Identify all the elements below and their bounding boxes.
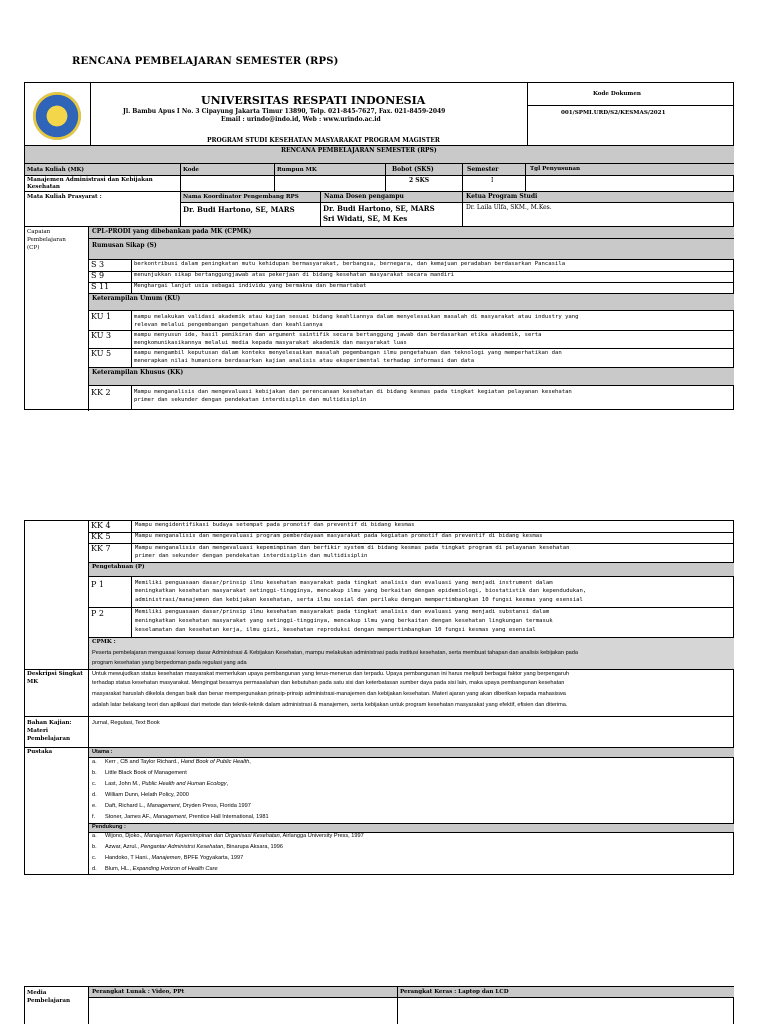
pustaka-utama-header: Utama : (92, 749, 113, 755)
cpmk-text: Peserta pembelajaran menguasai konsep dasar Administrasi & Kebijakan Kesehatan, mampu melakukan administrasi pada institusi kesehatan, serta membuat tahapan dan analisis kebijakan pada (92, 650, 579, 656)
deskripsi-text: adalah latar belakang teori dan aplikasi dari metode dan teknik-teknik dalam administrasi & manajemen, serta kebijakan untuk program kesehatan masyarakat yang efektif, efisien dan diterima. (92, 702, 568, 708)
reference-letter: c. (92, 781, 97, 787)
p-text-cont: meningkatkan kesehatan masyarakat setinggi-tingginya, mencakup ilmu yang berkaitan dengan epidemiologi, biostatistik dan kependudukan, (135, 588, 587, 594)
reference-item: Handoko, T Hani., Manajemen, BPFE Yogyakarta, 1997 (105, 855, 244, 861)
prasyarat-label: Mata Kuliah Prasyarat : (27, 194, 102, 200)
sikap-code: S 3 (91, 260, 105, 269)
university-name: UNIVERSITAS RESPATI INDONESIA (201, 94, 426, 107)
reference-item: Last, John M., Public Health and Human Ecology, (105, 781, 229, 787)
ku-code: KU 3 (91, 331, 112, 340)
perangkat-lunak: Perangkat Lunak : Video, PPt (92, 989, 185, 995)
p-text-cont: administrasi/manajemen dan kebijakan kesehatan, serta ilmu sosial dan perilaku dengan mempertimbangkan 10 fungsi kesmas yang esensial (135, 597, 583, 603)
media-label: Media (27, 990, 47, 996)
ku-header: Keterampilan Umum (KU) (92, 295, 181, 302)
university-contact: Email : urindo@indo.id, Web : www.urindo.ac.id (221, 116, 381, 123)
kode-dokumen-label: Kode Dokumen (593, 91, 641, 97)
kk-text-cont: primer dan sekunder dengan pendekatan interdisiplin dan multidisiplin (135, 553, 368, 559)
rps-table-page3 (24, 986, 734, 1024)
tgl-penyusunan-label: Tgl Penyusunan (530, 166, 581, 172)
sikap-text: berkontribusi dalam peningkatan mutu kehidupan bermasyarakat, berbangsa, bernegara, dan kemajuan peradaban berdasarkan Pancasila (134, 261, 566, 267)
cpmk-header: CPMK : (92, 639, 116, 645)
p-text-cont: meningkatkan kesehatan masyarakat yang setinggi-tingginya, mencakup ilmu yang berkaitan dengan kesehatan lingkungan termasuk (135, 618, 553, 624)
deskripsi-text: terhadap status kesehatan masyarakat. Mengingat besarnya permasalahan dan kebutuhan pada satu sisi dan keterbatasan sumber daya pada sisi lain, maka upaya pembangunan kesehatan (92, 680, 565, 686)
kk-code: KK 4 (91, 521, 111, 530)
reference-item: William Dunn, Helath Policy, 2000 (105, 792, 189, 798)
reference-item: Stoner, James AF., Management, Prentice Hall International, 1981 (105, 814, 269, 820)
ku-code: KU 5 (91, 349, 112, 358)
ku-text-cont: mengkomunikasikannya melalui media kepada masyarakat akademik dan masyarakat luas (134, 340, 407, 346)
reference-item: Daft, Richard L., Management, Dryden Press, Florida 1997 (105, 803, 251, 809)
sikap-header: Rumusan Sikap (S) (92, 242, 157, 249)
kk-text: Mampu mengidentifikasi budaya setempat pada promotif dan preventif di bidang kesmas (135, 522, 415, 528)
deskripsi-text: Untuk mewujudkan status kesehatan masyarakat memerlukan upaya pembangunan yang terus-menerus dan terpadu. Upaya pembangunan ini harus meliputi berbagai faktor yang berpengaruh (92, 671, 570, 677)
pengetahuan-header: Pengetahuan (P) (92, 564, 145, 570)
deskripsi-label-2: MK (27, 679, 39, 685)
cpl-header: CPL-PRODI yang dibebankan pada MK (CPMK) (92, 228, 252, 235)
cp-label: Capaian (27, 229, 51, 235)
sikap-code: S 11 (91, 282, 110, 291)
reference-letter: a. (92, 833, 97, 839)
document-title: RENCANA PEMBELAJARAN SEMESTER (RPS) (72, 56, 339, 67)
reference-letter: e. (92, 803, 97, 809)
rps-subtitle: RENCANA PEMBELAJARAN SEMESTER (RPS) (281, 147, 437, 154)
reference-item: Little Black Book of Management (105, 770, 187, 776)
semester-value: I (491, 177, 494, 184)
rps-table-page2 (24, 520, 734, 875)
ku-text-cont: menerapkan nilai humaniora berdasarkan kajian analisis atau eksperimental terhadap informasi dan data (134, 358, 475, 364)
bahan-label-2: Materi (27, 728, 49, 734)
sikap-text: menunjukkan sikap bertanggungjawab atas pekerjaan di bidang kesehatan masyarakat secara mandiri (134, 272, 454, 278)
university-logo-icon (33, 92, 81, 140)
p-code: P 1 (91, 580, 105, 589)
bobot-label: Bobot (SKS) (392, 166, 434, 173)
kk-text: Mampu menganalisis dan mengevaluasi kepemimpinan dan berfikir system di bidang kesmas pada tingkat program di pelayanan kesehatan (135, 545, 570, 551)
pustaka-pendukung-header: Pendukung : (92, 824, 126, 830)
reference-letter: c. (92, 855, 97, 861)
deskripsi-text: masyarakat haruslah dikelola dengan baik dan benar mempergunakan prinsip-prinsip administrasi-manajemen dan kebijakan kesehatan. Materi ajaran yang akan diberikan kepada mahasiswa (92, 691, 566, 697)
sikap-code: S 9 (91, 271, 105, 280)
kk-text-cont: primer dan sekunder dengan pendekatan interdisiplin dan multidisiplin (134, 397, 367, 403)
ku-text: mampu menyusun ide, hasil pemikiran dan argument saintifik secara bertanggung jawab dan berdasarkan etika akademik, serta (134, 332, 542, 338)
ketua-value: Dr. Laila Ulfa, SKM., M.Kes. (466, 204, 552, 211)
ku-text-cont: relevan melalui pengembangan pengetahuan dan keahliannya (134, 322, 323, 328)
koordinator-label: Nama Koordinator Pengembang RPS (183, 194, 299, 200)
rumpun-label: Rumpun MK (277, 167, 317, 173)
reference-letter: a. (92, 759, 97, 765)
reference-item: Wijono, Djoko., Manajemen Kepemimpinan dan Organisasi Kesehatan, Airlangga University Press, 1997 (105, 833, 364, 839)
dosen-value-2: Sri Widati, SE, M Kes (323, 214, 408, 223)
semester-label: Semester (467, 166, 499, 173)
koordinator-value: Dr. Budi Hartono, SE, MARS (183, 205, 295, 214)
mk-value: Manajemen Administrasi dan Kebijakan (27, 177, 153, 183)
program-name: PROGRAM STUDI KESEHATAN MASYARAKAT PROGRAM MAGISTER (207, 137, 440, 144)
bahan-label: Bahan Kajian: (27, 720, 72, 726)
kk-code: KK 7 (91, 544, 111, 553)
bahan-label-3: Pembelajaran (27, 736, 71, 742)
bobot-value: 2 SKS (409, 177, 430, 184)
reference-letter: d. (92, 792, 97, 798)
reference-letter: b. (92, 770, 97, 776)
reference-item: Azwar, Azrul., Pengantar Administrsi Kesehatan, Binarupa Aksara, 1996 (105, 844, 283, 850)
p-text: Memiliki penguasaan dasar/prinsip ilmu kesehatan masyarakat pada tingkat analisis dan evaluasi yang menjadi substansi dalam (135, 609, 550, 615)
deskripsi-label: Deskripsi Singkat (27, 671, 83, 677)
rps-table-page1 (24, 82, 734, 410)
reference-item: Kerr , CB and Taylor Richard., Hand Book of Public Health, (105, 759, 251, 765)
cpmk-text-cont: program kesehatan yang berpedoman pada regulasi yang ada (92, 660, 247, 666)
mk-value-cont: Kesehatan (27, 184, 60, 190)
ku-text: mampu melakukan validasi akademik atau kajian sesuai bidang keahliannya dalam menyelesaikan masalah di masyarakat atau industry yang (134, 314, 579, 320)
cp-label-3: (CP) (27, 245, 40, 251)
kk-text: Mampu menganalisis dan mengevaluasi kebijakan dan perencanaan kesehatan di bidang kesmas pada tingkat kegiatan pelayanan kesehatan (134, 389, 572, 395)
kk-text: Mampu menganalisis dan mengevaluasi program pemberdayaan masyarakat pada kegiatan promotif dan preventif di bidang kesmas (135, 533, 543, 539)
p-code: P 2 (91, 609, 105, 618)
bahan-value: Jurnal, Regulasi, Text Book (92, 720, 160, 726)
university-address: Jl. Bambu Apus I No. 3 Cipayung Jakarta Timur 13890, Telp. 021-845-7627, Fax. 021-8459-2049 (123, 108, 446, 115)
dosen-label: Nama Dosen pengampu (324, 193, 404, 200)
mk-label: Mata Kuliah (MK) (27, 167, 85, 173)
perangkat-keras: Perangkat Keras : Laptop dan LCD (400, 989, 509, 995)
dosen-value-1: Dr. Budi Hartono, SE, MARS (323, 204, 435, 213)
kode-dokumen-value: 001/SPMI.URD/S2/KESMAS/2021 (561, 110, 666, 116)
reference-item: Blum, HL., Expanding Horizon of Health Care (105, 866, 218, 872)
kk-header: Keterampilan Khusus (KK) (92, 369, 184, 376)
ketua-label: Ketua Program Studi (466, 193, 538, 200)
p-text-cont: keselamatan dan kesehatan kerja, ilmu gizi, kesehatan reproduksi dengan mempertimbangkan 10 fungsi kesmas yang esensial (135, 627, 536, 633)
kk-code: KK 5 (91, 532, 111, 541)
reference-letter: b. (92, 844, 97, 850)
reference-letter: f. (92, 814, 96, 820)
ku-text: mampu mengambil keputusan dalam konteks menyelesaikan masalah pegembangan ilmu pengetahuan dan teknologi yang memperhatikan dan (134, 350, 562, 356)
pustaka-label: Pustaka (27, 749, 53, 755)
media-label-2: Pembelajaran (27, 998, 71, 1004)
reference-letter: d. (92, 866, 97, 872)
p-text: Memiliki penguasaan dasar/prinsip ilmu kesehatan masyarakat pada tingkat analisis dan evaluasi yang menjadi instrument dalam (135, 580, 553, 586)
ku-code: KU 1 (91, 312, 112, 321)
cp-label-2: Pembelajaran (27, 237, 66, 243)
sikap-text: Menghargai lanjut usia sebagai individu yang bermakna dan bermartabat (134, 283, 367, 289)
kode-label: Kode (183, 167, 199, 173)
kk-code: KK 2 (91, 388, 111, 397)
